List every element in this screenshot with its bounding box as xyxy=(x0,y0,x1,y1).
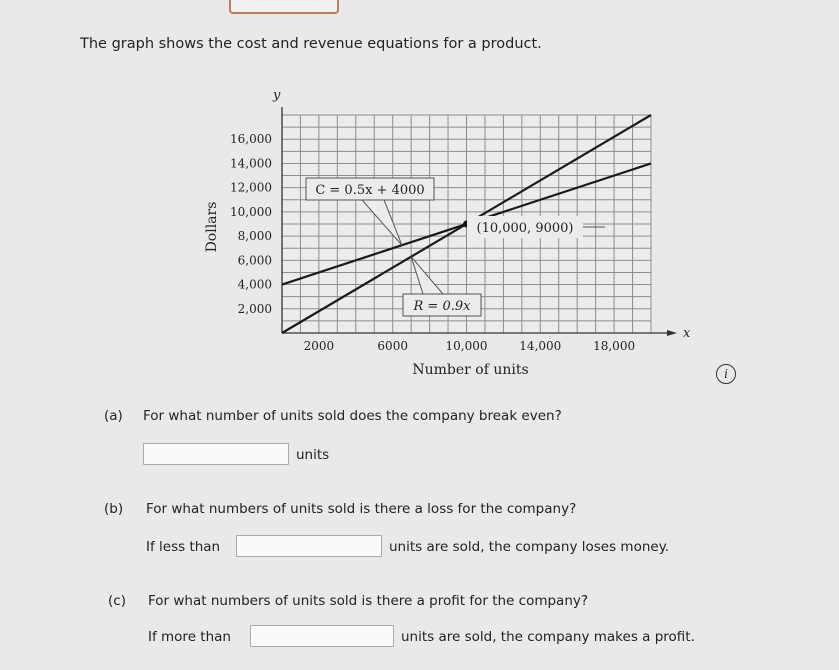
x-tick-label: 10,000 xyxy=(445,339,488,353)
y-tick-label: 16,000 xyxy=(230,132,272,147)
y-tick-label: 14,000 xyxy=(230,156,272,171)
profit-threshold-input[interactable] xyxy=(250,625,394,647)
y-tick-label: 12,000 xyxy=(230,180,272,195)
revenue-equation-label: R = 0.9x xyxy=(413,299,471,314)
break-even-input[interactable] xyxy=(143,443,289,465)
question-c-prefix: If more than xyxy=(148,629,231,645)
y-axis-letter: y xyxy=(273,88,281,103)
question-a-suffix: units xyxy=(296,447,330,463)
y-tick-label: 2,000 xyxy=(237,301,272,316)
y-axis-label: Dollars xyxy=(204,201,220,253)
x-axis-letter: x xyxy=(683,326,691,341)
question-b-letter: (b) xyxy=(104,501,124,517)
y-tick-label: 8,000 xyxy=(237,229,272,244)
loss-threshold-input[interactable] xyxy=(236,535,382,557)
x-tick-label: 6000 xyxy=(377,339,408,353)
question-b-text: For what numbers of units sold is there a loss for the company? xyxy=(146,501,577,517)
x-axis-arrow xyxy=(667,330,677,336)
x-axis-label: Number of units xyxy=(412,362,529,378)
intersection-label: (10,000, 9000) xyxy=(476,221,574,236)
y-tick-label: 10,000 xyxy=(230,204,272,219)
intro-text: The graph shows the cost and revenue equations for a product. xyxy=(80,36,542,52)
y-tick-label: 4,000 xyxy=(237,277,272,292)
y-tick-label: 6,000 xyxy=(237,253,272,268)
question-b-prefix: If less than xyxy=(146,539,221,555)
question-b-suffix: units are sold, the company loses money. xyxy=(389,539,670,555)
question-a-text: For what number of units sold does the company break even? xyxy=(143,408,562,424)
question-c-text: For what numbers of units sold is there a profit for the company? xyxy=(148,593,589,609)
info-icon[interactable]: i xyxy=(716,364,736,384)
question-c-suffix: units are sold, the company makes a profit. xyxy=(401,629,695,645)
x-tick-label: 18,000 xyxy=(593,339,636,353)
question-c-letter: (c) xyxy=(108,593,126,609)
x-tick-label: 2000 xyxy=(303,339,335,353)
x-tick-label: 14,000 xyxy=(519,339,562,353)
cost-equation-label: C = 0.5x + 4000 xyxy=(315,183,425,198)
question-a-letter: (a) xyxy=(104,408,123,424)
